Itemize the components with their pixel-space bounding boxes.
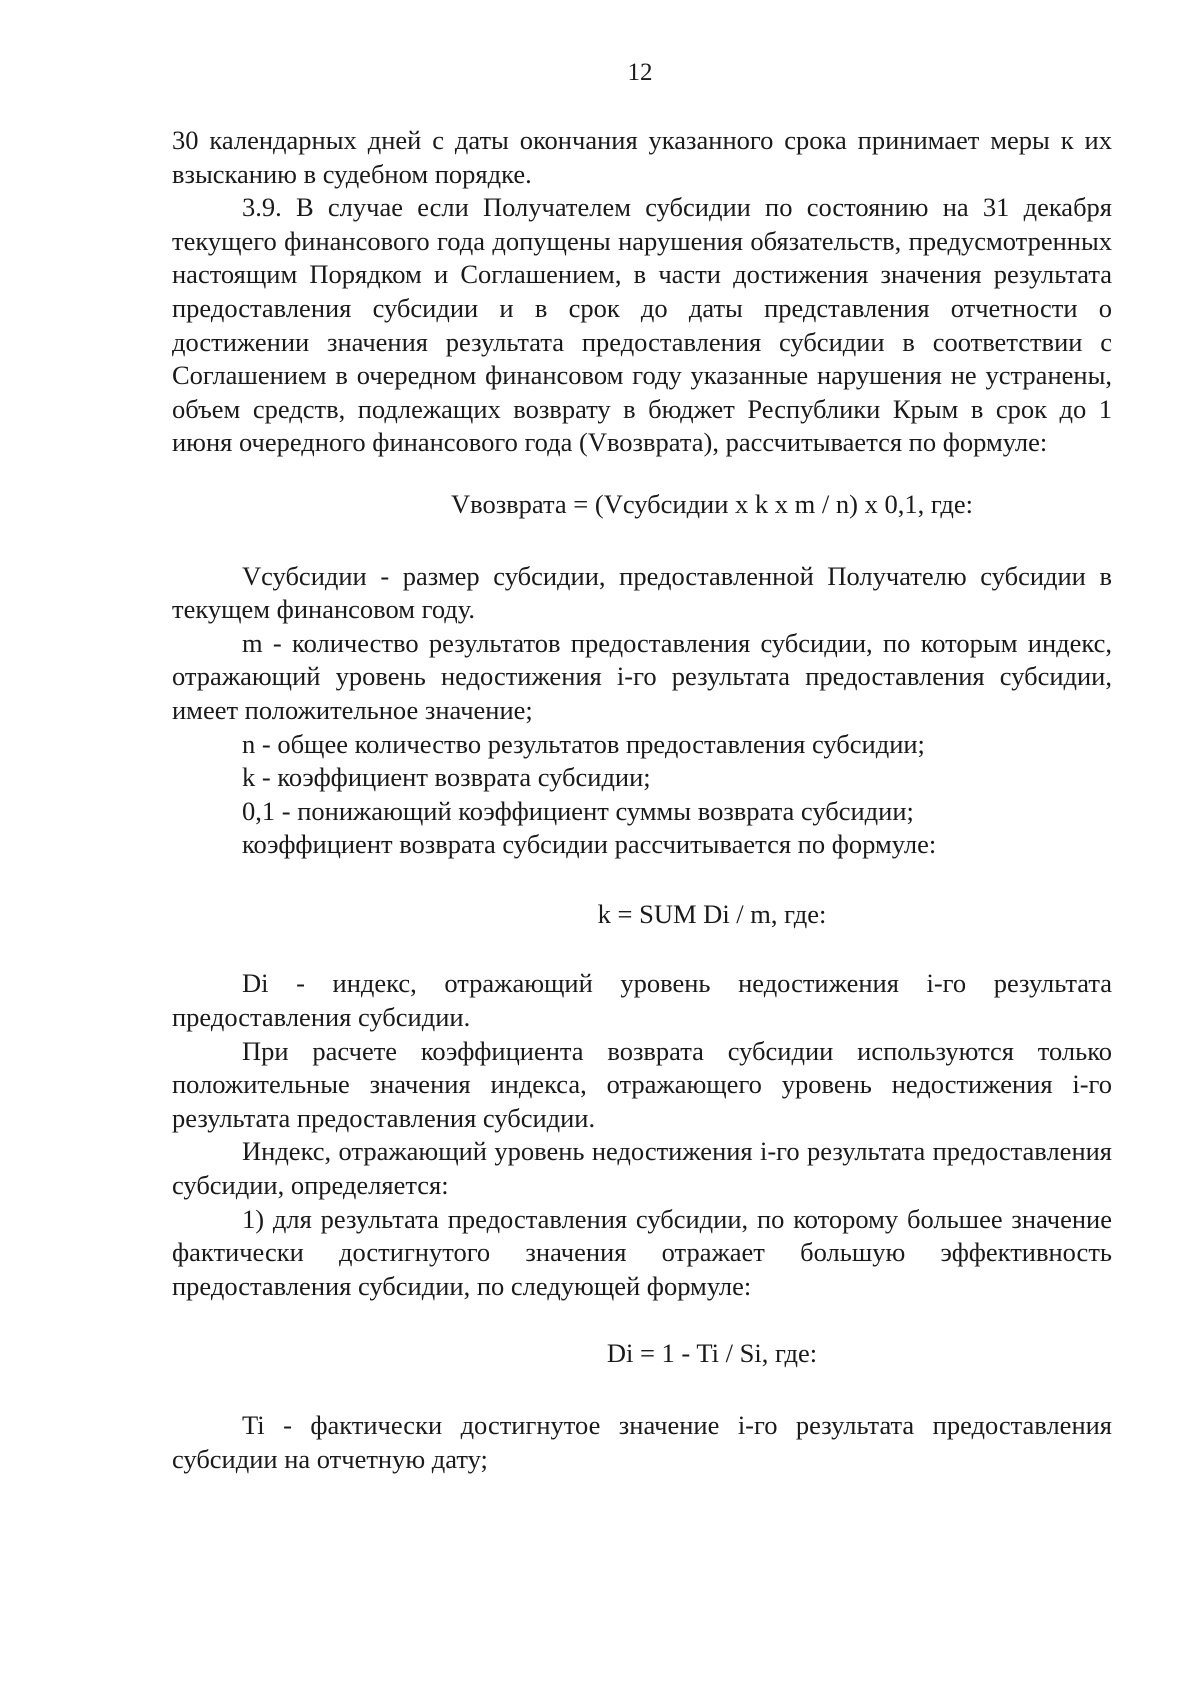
formula-k: k = SUM Di / m, где:: [597, 898, 827, 929]
paragraph-k-formula-intro: коэффициент возврата субсидии рассчитывается по формуле:: [242, 829, 937, 860]
paragraph-n-definition: n - общее количество результатов предоставления субсидии;: [242, 728, 925, 759]
paragraph-continuation: 30 календарных дней с даты окончания указанного срока принимает меры к их взысканию в судебном порядке.: [172, 125, 1112, 189]
paragraph-index-determined: Индекс, отражающий уровень недостижения i-го результата предоставления субсидии, определяется:: [172, 1136, 1112, 1201]
paragraph-3-9: 3.9. В случае если Получателем субсидии по состоянию на 31 декабря текущего финансового года допущены нарушения обязательств, предусмотренных настоящим Порядком и Соглашением, в части достижения значения результата предоставления субсидии и в срок до даты представления отчетности о достижении значения результата предоставления субсидии в соответствии с Соглашением в очередном финансовом году указанные нарушения не устранены, объем средств, подлежащих возврату в бюджет Республики Крым в срок до 1 июня очередного финансового года (Vвозврата), рассчитывается по формуле:: [172, 192, 1112, 458]
paragraph-item-1: 1) для результата предоставления субсидии, по которому большее значение фактически достигнутого значения отражает большую эффективность предоставления субсидии, по следующей формуле:: [172, 1203, 1112, 1301]
formula-v-return: Vвозврата = (Vсубсидии x k x m / n) x 0,1, где:: [450, 488, 974, 519]
paragraph-factor-definition: 0,1 - понижающий коэффициент суммы возврата субсидии;: [242, 795, 914, 826]
paragraph-m-definition: m - количество результатов предоставления субсидии, по которым индекс, отражающий уровень недостижения i-го результата предоставления субсидии, имеет положительное значение;: [172, 627, 1112, 725]
paragraph-ti-definition: Ti - фактически достигнутое значение i-го результата предоставления субсидии на отчетную дату;: [172, 1410, 1112, 1474]
paragraph-v-subsidy: Vсубсидии - размер субсидии, предоставленной Получателю субсидии в текущем финансовом году.: [172, 560, 1112, 625]
formula-di: Di = 1 - Ti / Si, где:: [606, 1338, 818, 1369]
paragraph-k-definition: k - коэффициент возврата субсидии;: [242, 762, 651, 793]
document-body: [172, 124, 1112, 1476]
paragraph-di-definition: Di - индекс, отражающий уровень недостижения i-го результата предоставления субсидии.: [172, 968, 1112, 1033]
page-number: 12: [627, 59, 653, 86]
paragraph-positive-values: При расчете коэффициента возврата субсидии используются только положительные значения индекса, отражающего уровень недостижения i-го результата предоставления субсидии.: [172, 1035, 1112, 1133]
